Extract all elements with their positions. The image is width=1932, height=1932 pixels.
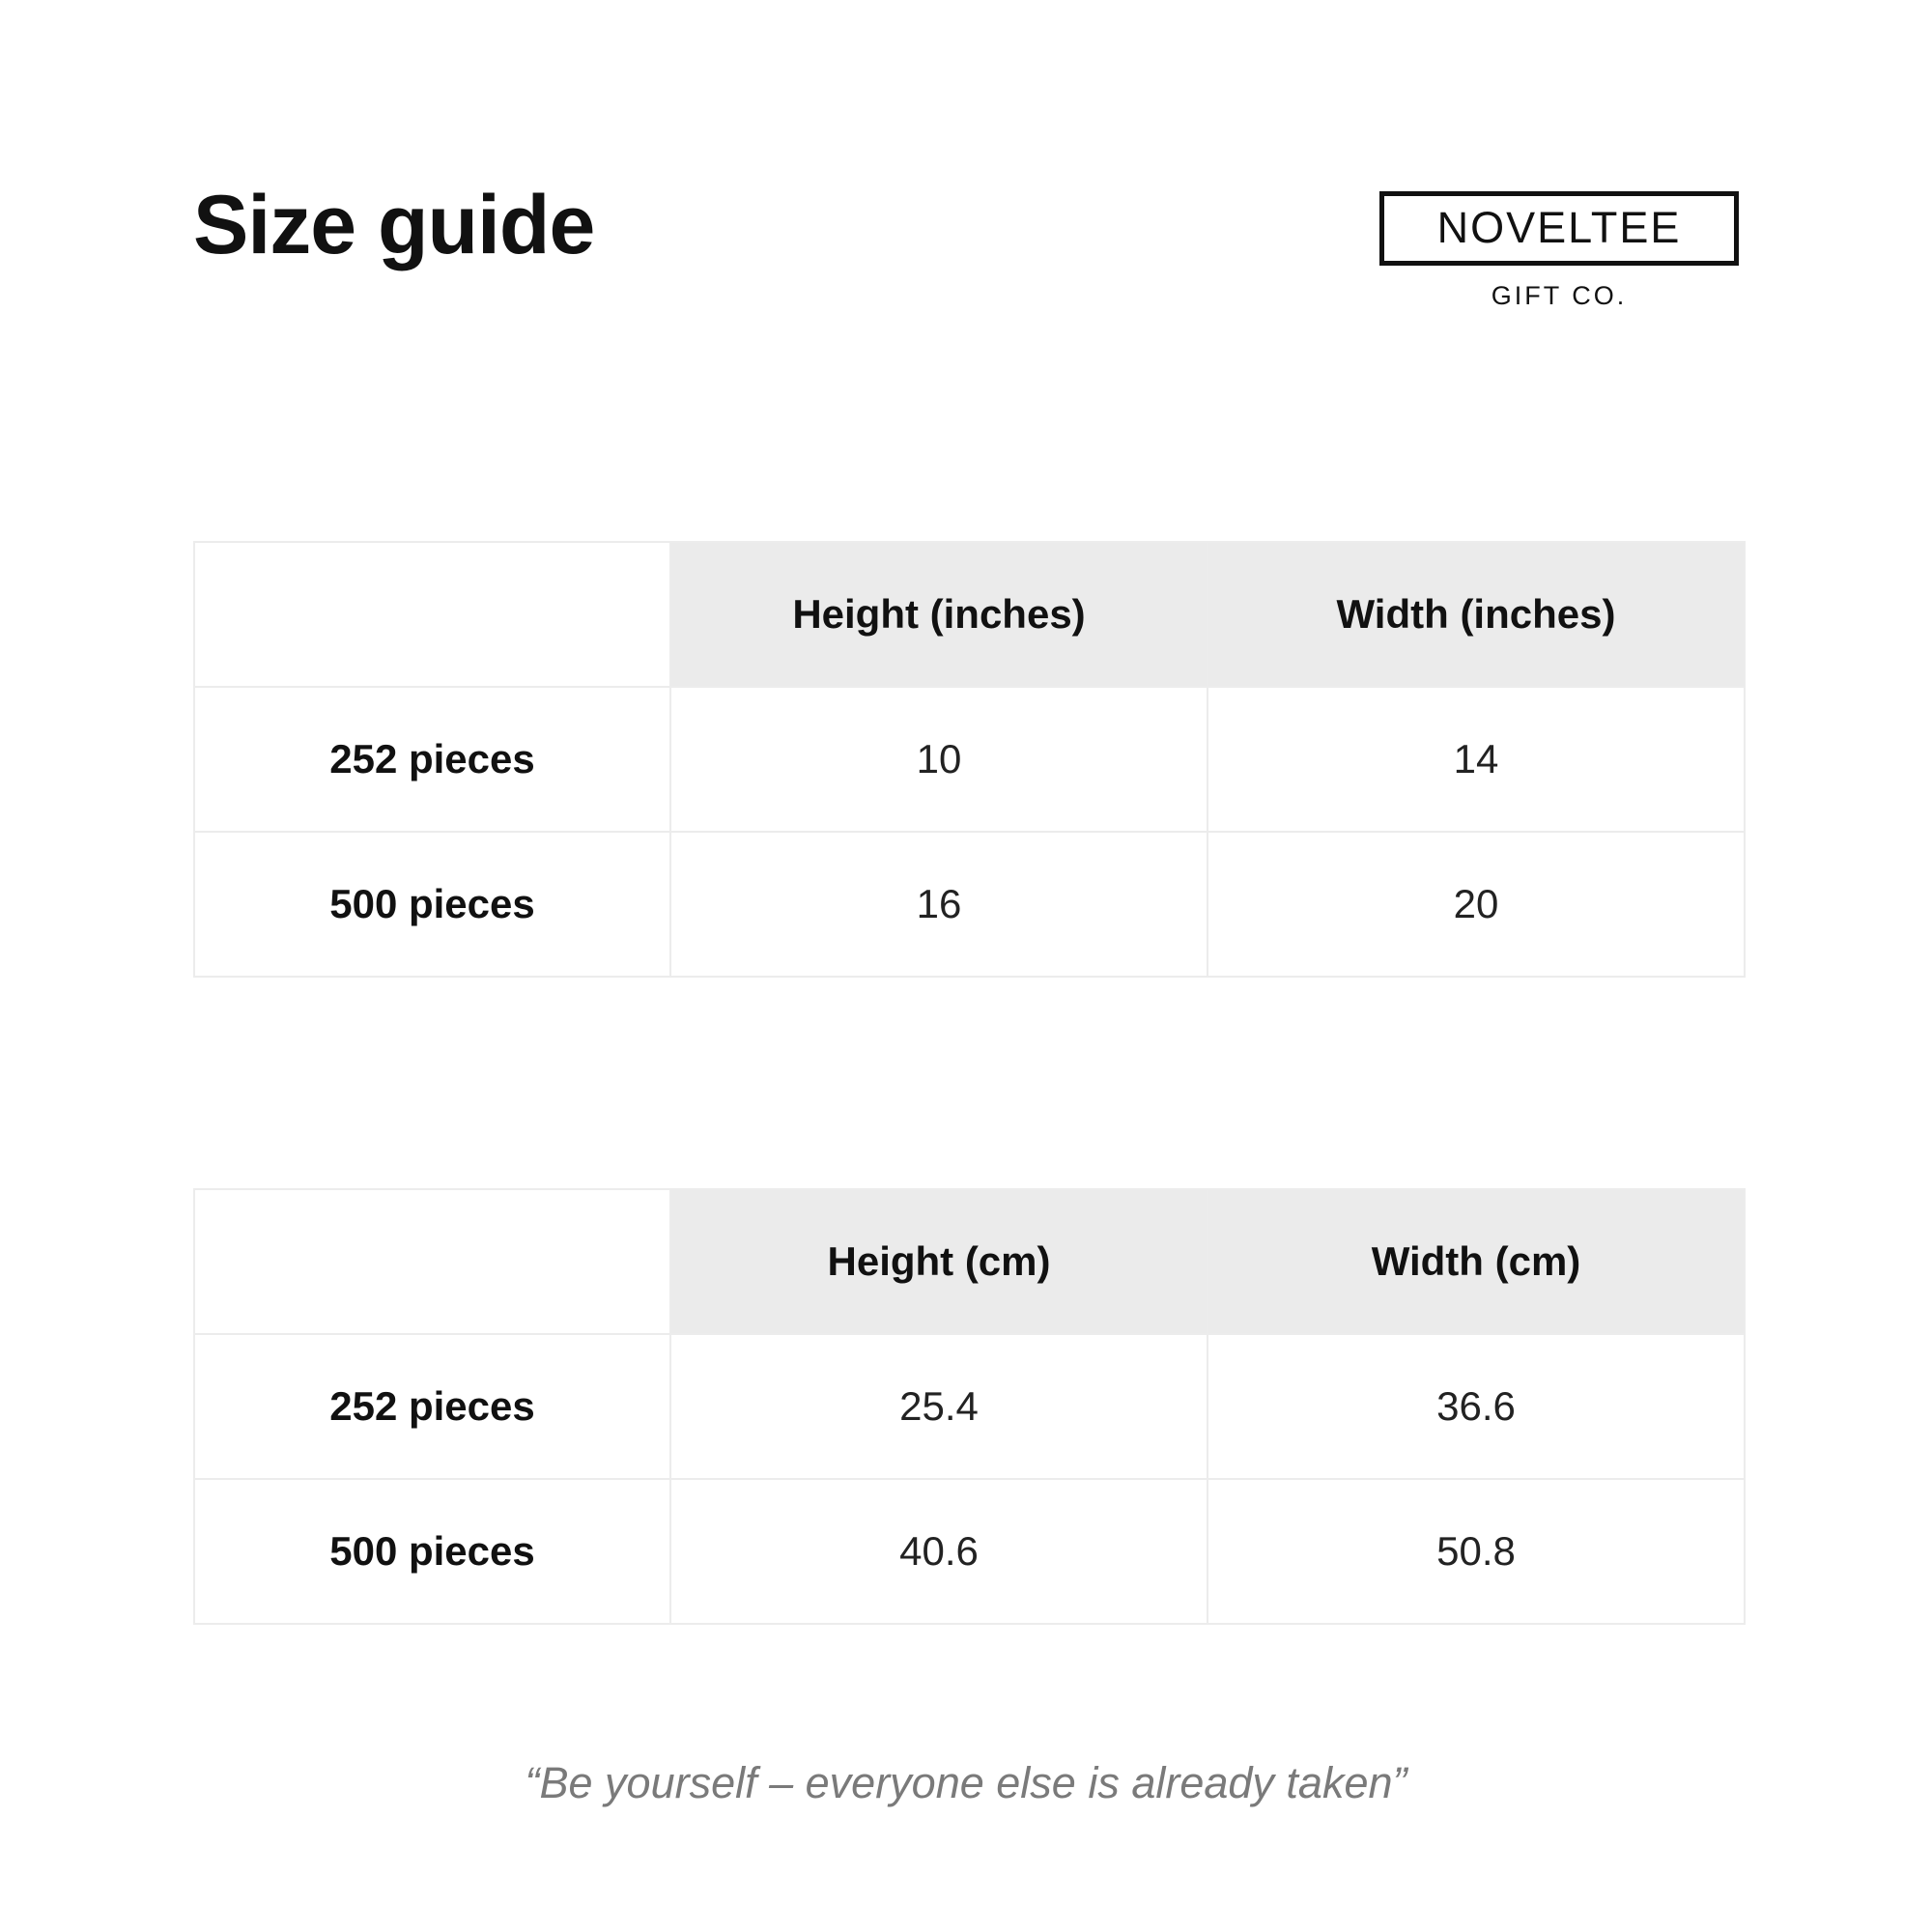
- column-header-blank: [194, 1189, 670, 1334]
- cell-height: 10: [670, 687, 1208, 832]
- row-label: 252 pieces: [194, 687, 670, 832]
- size-table-cm: [193, 1188, 1746, 1625]
- row-label: 500 pieces: [194, 1479, 670, 1624]
- cell-width: 36.6: [1208, 1334, 1745, 1479]
- column-header-width: Width (cm): [1208, 1189, 1745, 1334]
- row-label: 252 pieces: [194, 1334, 670, 1479]
- column-header-blank: [194, 542, 670, 687]
- table-row: [194, 687, 1745, 832]
- footer-quote: “Be yourself – everyone else is already taken”: [525, 1758, 1407, 1807]
- column-header-height: Height (inches): [670, 542, 1208, 687]
- table-header-row: [194, 542, 1745, 687]
- page-title: Size guide: [193, 179, 595, 271]
- table-row: [194, 1334, 1745, 1479]
- row-label: 500 pieces: [194, 832, 670, 977]
- table-header-row: [194, 1189, 1745, 1334]
- page-header: [193, 179, 1739, 338]
- logo-name: NOVELTEE: [1436, 203, 1682, 252]
- size-table-inches: [193, 541, 1746, 978]
- table-row: [194, 1479, 1745, 1624]
- cell-width: 14: [1208, 687, 1745, 832]
- logo-box: [1379, 191, 1739, 266]
- table-row: [194, 832, 1745, 977]
- column-header-height: Height (cm): [670, 1189, 1208, 1334]
- brand-logo: [1379, 191, 1739, 311]
- cell-height: 16: [670, 832, 1208, 977]
- logo-subtitle: GIFT CO.: [1491, 281, 1628, 310]
- cell-width: 20: [1208, 832, 1745, 977]
- table-header-cm: [194, 1189, 1745, 1334]
- table-header-inches: [194, 542, 1745, 687]
- column-header-width: Width (inches): [1208, 542, 1745, 687]
- cell-width: 50.8: [1208, 1479, 1745, 1624]
- cell-height: 25.4: [670, 1334, 1208, 1479]
- cell-height: 40.6: [670, 1479, 1208, 1624]
